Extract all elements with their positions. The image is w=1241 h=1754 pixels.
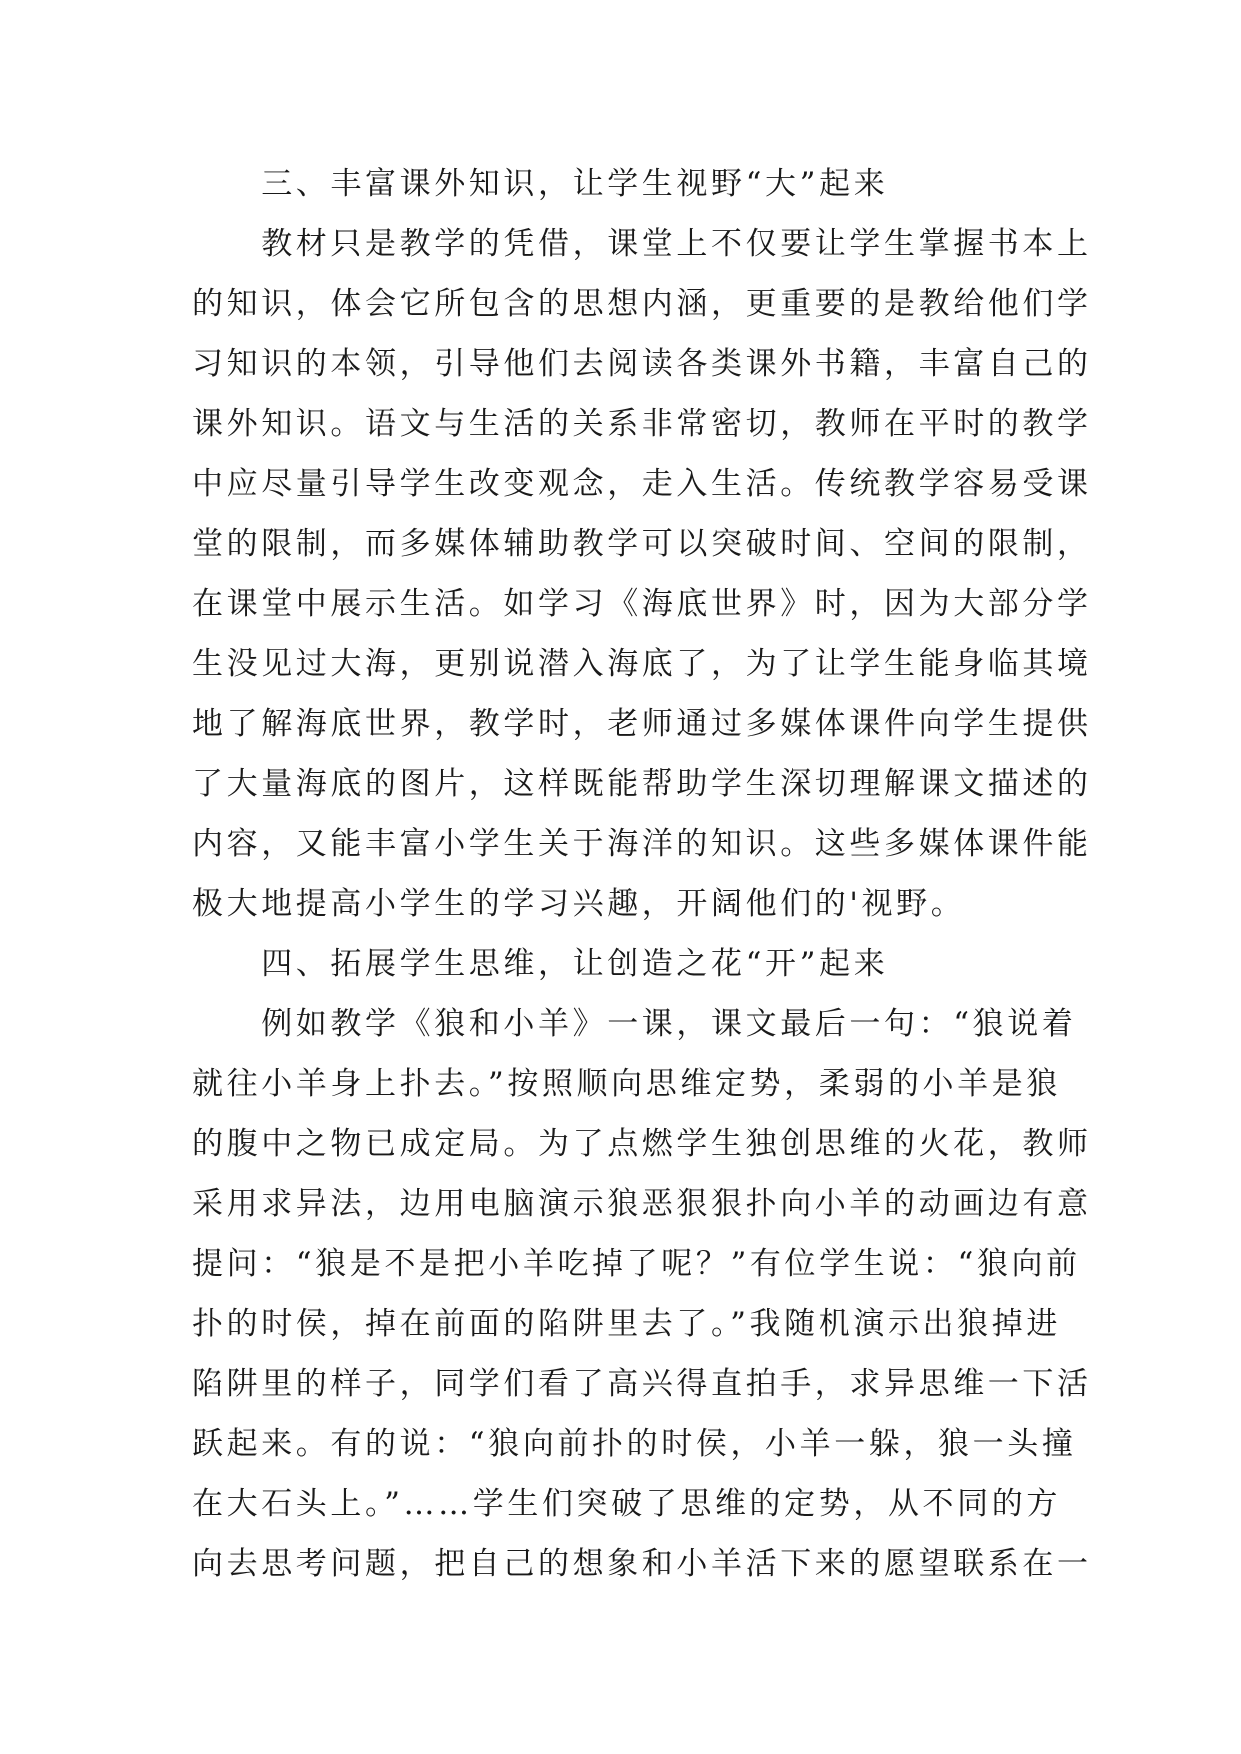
paragraph-line: 的腹中之物已成定局。为了点燃学生独创思维的火花，教师 xyxy=(192,1126,1092,1162)
paragraph-line: 采用求异法，边用电脑演示狼恶狠狠扑向小羊的动画边有意 xyxy=(192,1186,1092,1222)
paragraph-line: 陷阱里的样子，同学们看了高兴得直拍手，求异思维一下活 xyxy=(192,1366,1092,1402)
paragraph-line: 在大石头上。”……学生们突破了思维的定势，从不同的方 xyxy=(192,1486,1061,1522)
body-text xyxy=(192,154,1092,1594)
paragraph-line: 教材只是教学的凭借，课堂上不仅要让学生掌握书本上 xyxy=(192,226,1092,262)
paragraph-line: 就往小羊身上扑去。”按照顺向思维定势，柔弱的小羊是狼 xyxy=(192,1066,1061,1102)
paragraph-line: 内容，又能丰富小学生关于海洋的知识。这些多媒体课件能 xyxy=(192,826,1092,862)
paragraph-line: 地了解海底世界，教学时，老师通过多媒体课件向学生提供 xyxy=(192,706,1092,742)
paragraph-line: 跃起来。有的说：“狼向前扑的时侯，小羊一躲，狼一头撞 xyxy=(192,1426,1077,1462)
paragraph-line: 生没见过大海，更别说潜入海底了，为了让学生能身临其境 xyxy=(192,646,1092,682)
paragraph-line: 提问：“狼是不是把小羊吃掉了呢？”有位学生说：“狼向前 xyxy=(192,1246,1081,1282)
paragraph-line: 极大地提高小学生的学习兴趣，开阔他们的'视野。 xyxy=(192,886,966,922)
paragraph-line: 向去思考问题，把自己的想象和小羊活下来的愿望联系在一 xyxy=(192,1546,1092,1582)
section-heading-4: 四、拓展学生思维，让创造之花“开”起来 xyxy=(192,946,889,982)
paragraph-line: 在课堂中展示生活。如学习《海底世界》时，因为大部分学 xyxy=(192,586,1092,622)
paragraph-line: 堂的限制，而多媒体辅助教学可以突破时间、空间的限制， xyxy=(192,526,1092,562)
paragraph-line: 了大量海底的图片，这样既能帮助学生深切理解课文描述的 xyxy=(192,766,1092,802)
paragraph-line: 例如教学《狼和小羊》一课，课文最后一句：“狼说着 xyxy=(192,1006,1077,1042)
paragraph-line: 的知识，体会它所包含的思想内涵，更重要的是教给他们学 xyxy=(192,286,1092,322)
paragraph-line: 中应尽量引导学生改变观念，走入生活。传统教学容易受课 xyxy=(192,466,1092,502)
section-heading-3: 三、丰富课外知识，让学生视野“大”起来 xyxy=(192,166,889,202)
paragraph-line: 习知识的本领，引导他们去阅读各类课外书籍，丰富自己的 xyxy=(192,346,1092,382)
paragraph-line: 扑的时侯，掉在前面的陷阱里去了。”我随机演示出狼掉进 xyxy=(192,1306,1061,1342)
paragraph-line: 课外知识。语文与生活的关系非常密切，教师在平时的教学 xyxy=(192,406,1092,442)
